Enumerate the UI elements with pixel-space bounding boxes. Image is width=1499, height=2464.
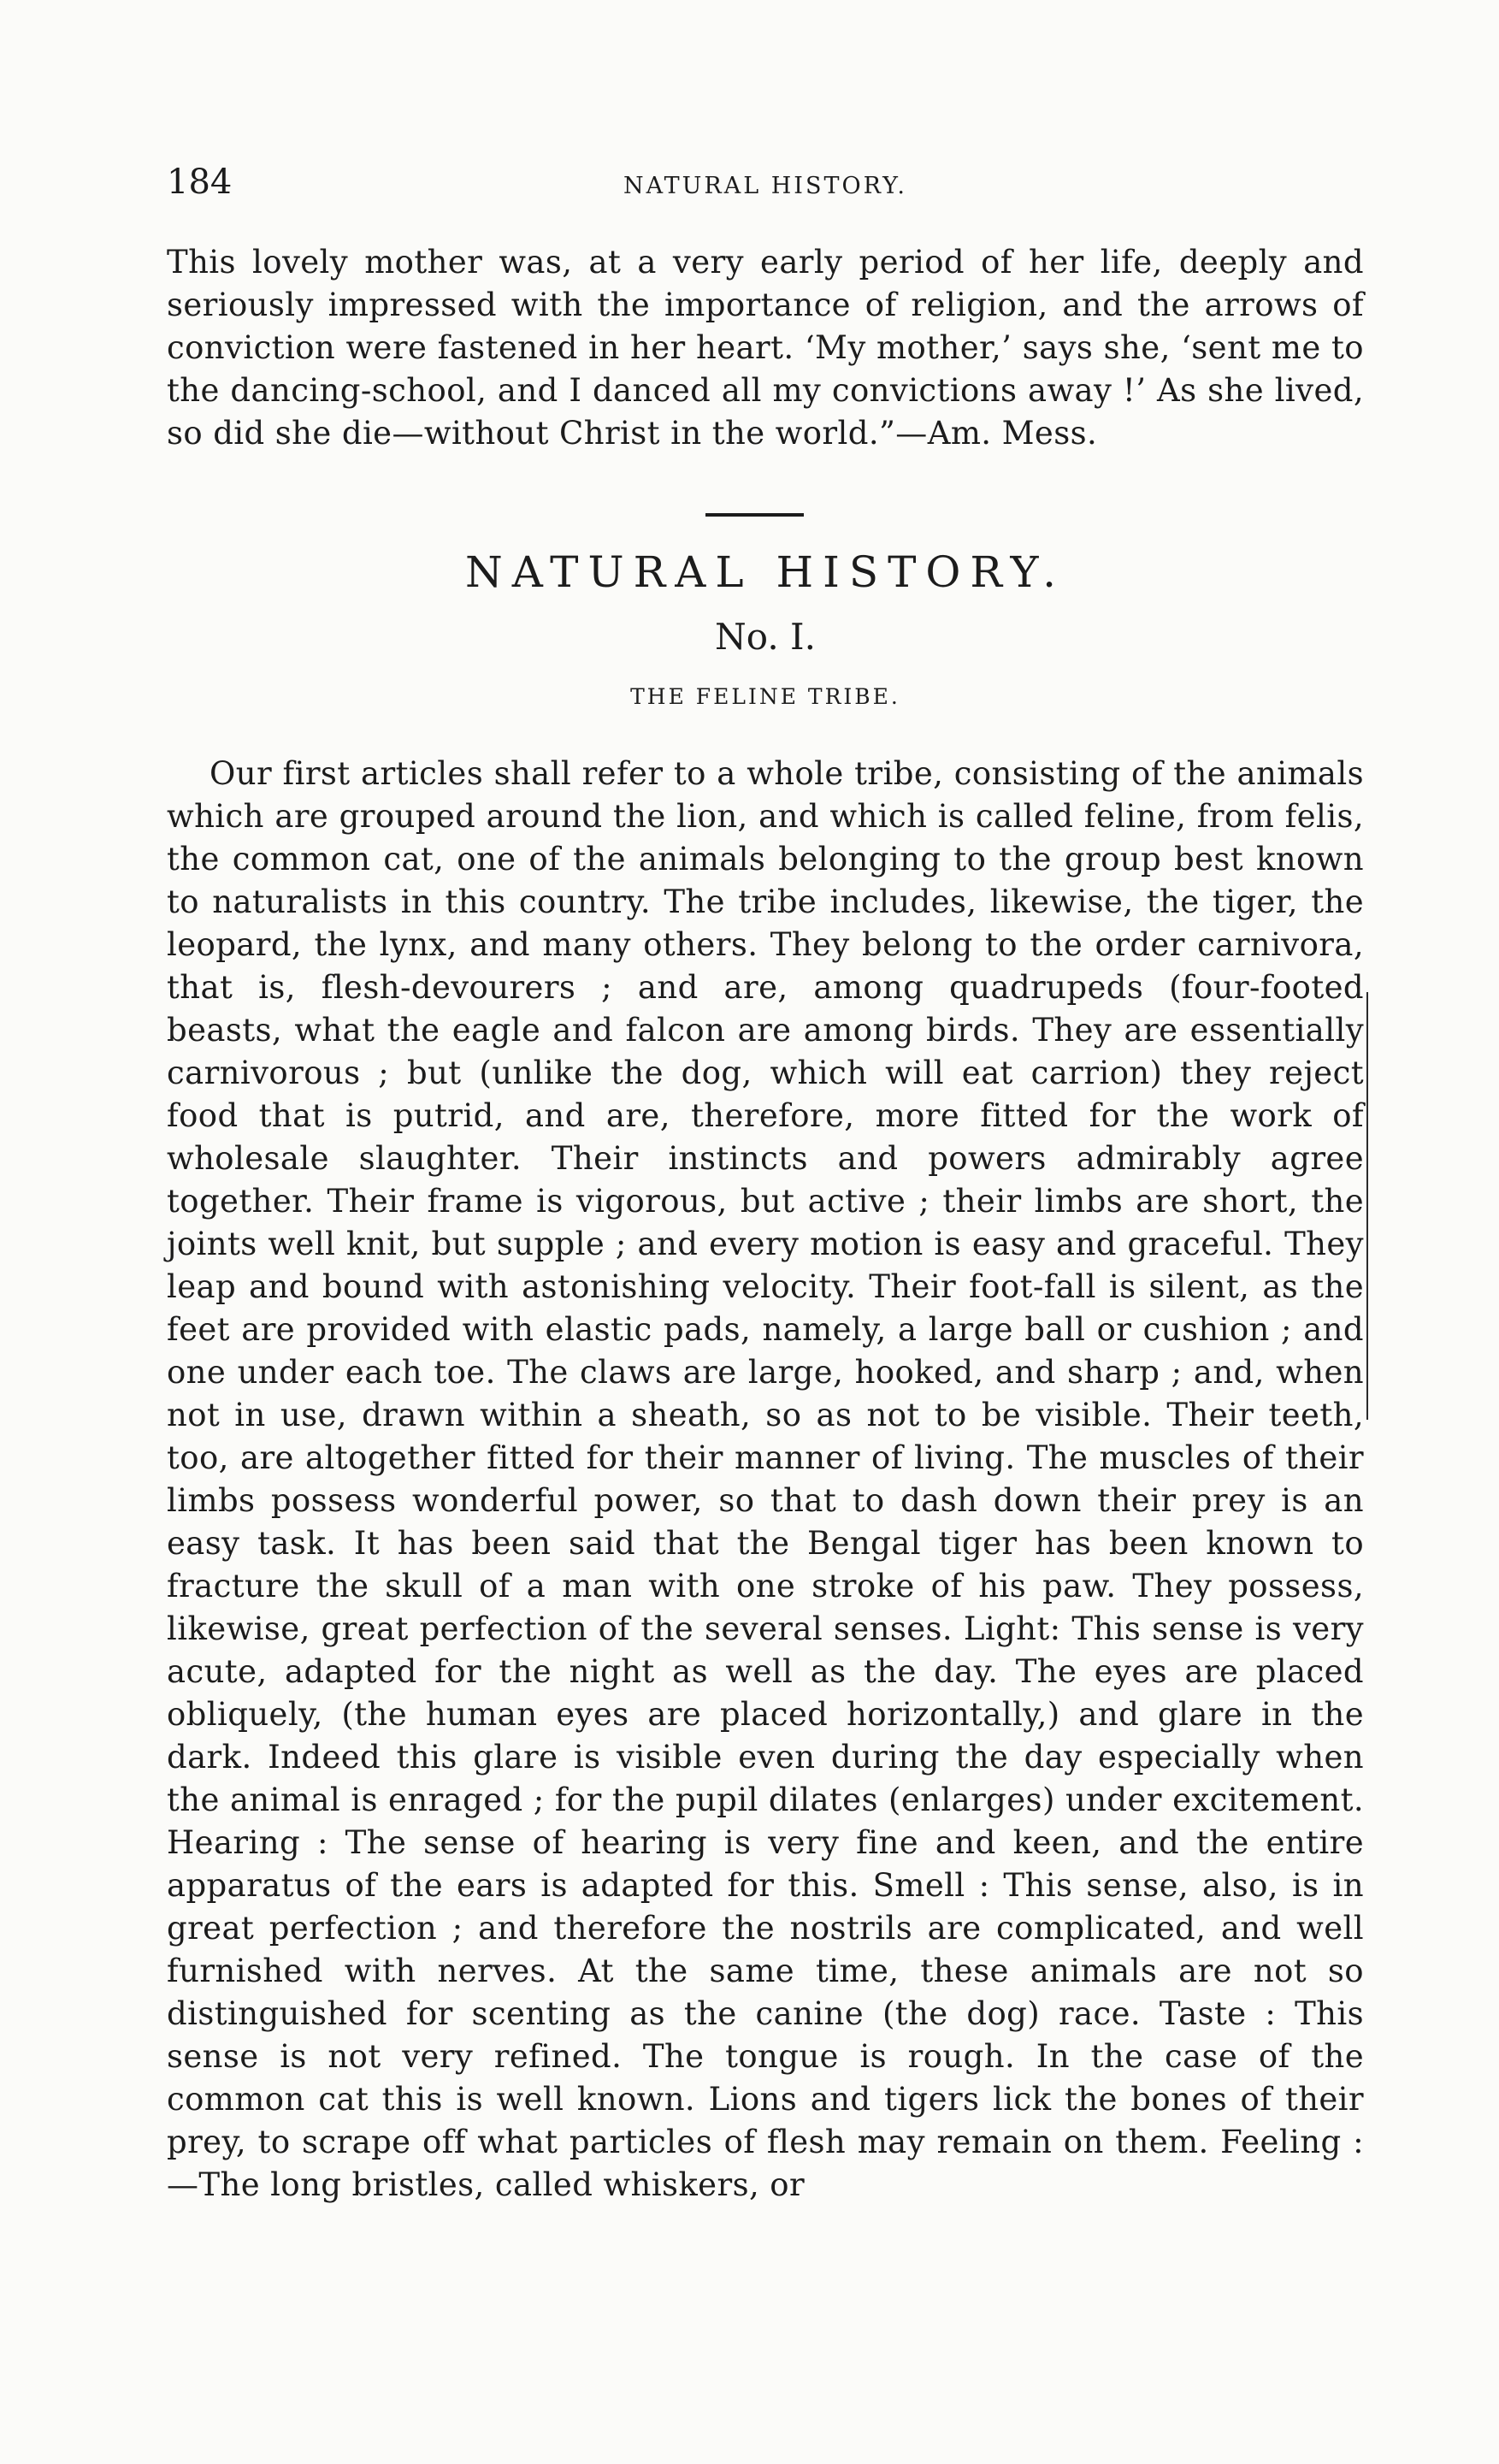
intro-section [167, 241, 1364, 455]
margin-line [1366, 992, 1368, 1420]
article-number: No. I. [715, 616, 816, 658]
body-paragraph: Our first articles shall refer to a whole tribe, consisting of the animals which are grouped around the lion, and which is called feline, from felis, the common cat, one of the animals belonging to the group best known to naturalists in this country. The tribe includes, likewise, the tiger, the leopard, the lynx, and many others. They belong to the order carnivora, that is, flesh-devourers ; and are, among quadrupeds (four-footed beasts, what the eagle and falcon are among birds. They are essentially carnivorous ; but (unlike the dog, which will eat carrion) they reject food that is putrid, and are, therefore, more fitted for the work of wholesale slaughter. Their instincts and powers admirably agree together. Their frame is vigorous, but active ; their limbs are short, the joints well knit, but supple ; and every motion is easy and graceful. They leap and bound with astonishing velocity. Their foot-fall is silent, as the feet are provided with elastic pads, namely, a large ball or cushion ; and one under each toe. The claws are large, hooked, and sharp ; and, when not in use, drawn within a sheath, so as not to be visible. Their teeth, too, are altogether fitted for their manner of living. The muscles of their limbs possess wonderful power, so that to dash down their prey is an easy task. It has been said that the Bengal tiger has been known to fracture the skull of a man with one stroke of his paw. They possess, likewise, great perfection of the several senses. Light: This sense is very acute, adapted for the night as well as the day. The eyes are placed obliquely, (the human eyes are placed horizontally,) and glare in the dark. Indeed this glare is visible even during the day especially when the animal is enraged ; for the pupil dilates (enlarges) under excitement. Hearing : The sense of hearing is very fine and keen, and the entire apparatus of the ears is adapted for this. Smell : This sense, also, is in great perfection ; and therefore the nostrils are complicated, and well furnished with nerves. At the same time, these animals are not so distinguished for scenting as the canine (the dog) race. Taste : This sense is not very refined. The tongue is rough. In the case of the common cat this is well known. Lions and tigers lick the bones of their prey, to scrape off what particles of flesh may remain on them. Feeling :—The long bristles, called whiskers, or [167, 755, 1364, 2203]
running-head: NATURAL HISTORY. [623, 173, 908, 199]
article-title: NATURAL HISTORY. [465, 547, 1065, 597]
page-number: 184 [167, 162, 233, 202]
article-subtitle: THE FELINE TRIBE. [630, 684, 900, 709]
article-body [167, 753, 1364, 2207]
page-header [167, 162, 1364, 214]
intro-paragraph: This lovely mother was, at a very early period of her life, deeply and seriously impressed with the importance of religion, and the arrows of conviction were fastened in her heart. ‘My mother,’ says she, ‘sent me to the dancing-school, and I danced all my convictions away !’ As she lived, so did she die—without Christ in the world.”—Am. Mess. [167, 244, 1364, 452]
section-divider [705, 513, 804, 517]
